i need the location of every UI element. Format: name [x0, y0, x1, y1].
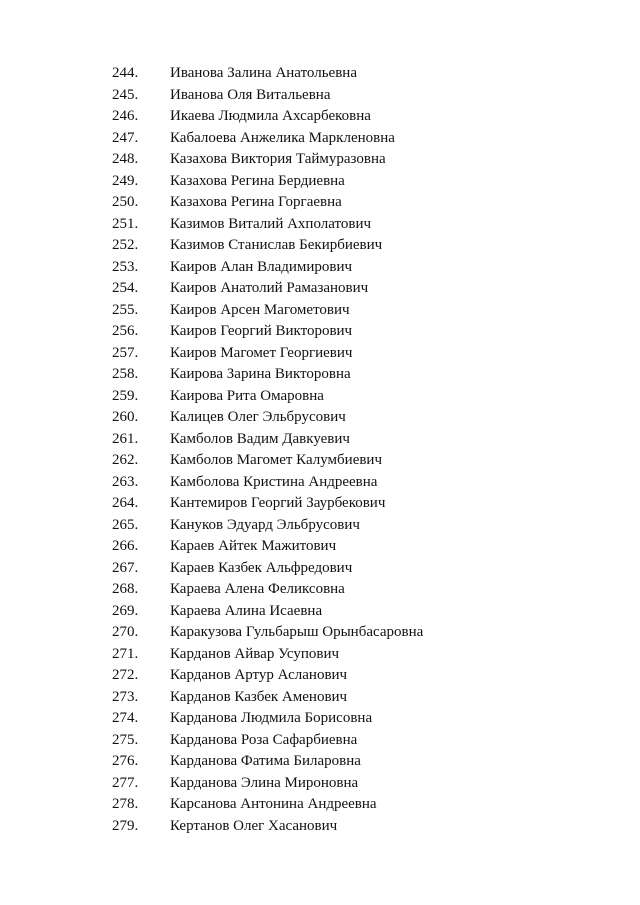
list-item [0, 214, 640, 236]
entry-number: 279. [112, 817, 139, 834]
entry-number: 262. [112, 452, 139, 468]
entry-number: 270. [112, 624, 139, 640]
list-item [0, 601, 640, 623]
entry-name: Казахова Регина Горгаевна [170, 194, 342, 210]
list-item [0, 794, 640, 816]
entry-name: Казимов Виталий Ахполатович [170, 215, 372, 232]
list-item [0, 450, 640, 472]
list-item [0, 536, 640, 558]
entry-number: 260. [112, 409, 139, 425]
entry-name: Кантемиров Георгий Заурбекович [170, 495, 386, 511]
entry-number: 257. [112, 344, 139, 361]
entry-name: Караева Алена Феликсовна [170, 581, 345, 597]
list-item [0, 192, 640, 214]
list-item [0, 579, 640, 601]
entry-name: Каиров Магомет Георгиевич [170, 344, 353, 361]
list-item [0, 515, 640, 537]
entry-name: Карданова Роза Сафарбиевна [170, 731, 358, 748]
list-item [0, 235, 640, 257]
entry-name: Казахова Регина Бердиевна [170, 172, 345, 189]
list-item [0, 816, 640, 838]
entry-number: 245. [112, 86, 139, 103]
entry-number: 267. [112, 559, 139, 576]
entry-number: 276. [112, 753, 139, 769]
entry-number: 255. [112, 301, 139, 318]
list-item [0, 171, 640, 193]
entry-name: Каиров Георгий Викторович [170, 323, 353, 339]
list-item [0, 472, 640, 494]
entry-number: 256. [112, 323, 139, 339]
entry-name: Каракузова Гульбарыш Орынбасаровна [170, 624, 424, 640]
entry-name: Карданова Людмила Борисовна [170, 710, 373, 726]
entry-number: 254. [112, 280, 139, 296]
list-item [0, 85, 640, 107]
entry-name: Казахова Виктория Таймуразовна [170, 151, 386, 167]
entry-name: Карданов Айвар Усупович [170, 645, 340, 662]
entry-name: Карданов Артур Асланович [170, 667, 348, 683]
list-item [0, 558, 640, 580]
list-item [0, 106, 640, 128]
list-item [0, 321, 640, 343]
entry-name: Каиров Арсен Магометович [170, 301, 350, 318]
entry-number: 263. [112, 473, 139, 490]
list-item [0, 773, 640, 795]
list-item [0, 278, 640, 300]
entry-name: Каиров Алан Владимирович [170, 258, 353, 275]
entry-number: 261. [112, 430, 139, 447]
entry-number: 266. [112, 538, 139, 554]
entry-number: 258. [112, 366, 139, 382]
entry-name: Каирова Рита Омаровна [170, 387, 324, 404]
entry-number: 253. [112, 258, 139, 275]
entry-name: Икаева Людмила Ахсарбековна [170, 108, 371, 124]
list-item [0, 730, 640, 752]
entry-number: 278. [112, 796, 139, 812]
list-item [0, 493, 640, 515]
list-item [0, 665, 640, 687]
entry-name: Карданов Казбек Аменович [170, 688, 348, 705]
entry-number: 269. [112, 602, 139, 619]
list-item [0, 257, 640, 279]
list-item [0, 149, 640, 171]
name-list [0, 63, 640, 837]
entry-name: Камболов Магомет Калумбиевич [170, 452, 382, 468]
list-item [0, 407, 640, 429]
entry-name: Карсанова Антонина Андреевна [170, 796, 377, 812]
entry-name: Каирова Зарина Викторовна [170, 366, 351, 382]
entry-name: Карданова Фатима Биларовна [170, 753, 361, 769]
list-item [0, 644, 640, 666]
entry-number: 265. [112, 516, 139, 533]
list-item [0, 622, 640, 644]
entry-number: 248. [112, 151, 139, 167]
list-item [0, 708, 640, 730]
entry-name: Калицев Олег Эльбрусович [170, 409, 346, 425]
entry-number: 271. [112, 645, 139, 662]
entry-number: 247. [112, 129, 139, 146]
entry-number: 264. [112, 495, 139, 511]
list-item [0, 300, 640, 322]
list-item [0, 386, 640, 408]
entry-name: Кабалоева Анжелика Маркленовна [170, 129, 395, 146]
entry-number: 250. [112, 194, 139, 210]
entry-number: 277. [112, 774, 139, 791]
entry-number: 273. [112, 688, 139, 705]
entry-number: 259. [112, 387, 139, 404]
entry-name: Караев Айтек Мажитович [170, 538, 337, 554]
entry-name: Иванова Оля Витальевна [170, 86, 331, 103]
list-item [0, 429, 640, 451]
list-item [0, 751, 640, 773]
entry-number: 244. [112, 65, 139, 81]
entry-name: Караев Казбек Альфредович [170, 559, 353, 576]
entry-name: Камболов Вадим Давкуевич [170, 430, 350, 447]
list-item [0, 343, 640, 365]
entry-number: 249. [112, 172, 139, 189]
list-item [0, 128, 640, 150]
entry-number: 272. [112, 667, 139, 683]
entry-number: 275. [112, 731, 139, 748]
list-item [0, 687, 640, 709]
entry-name: Караева Алина Исаевна [170, 602, 323, 619]
entry-name: Кануков Эдуард Эльбрусович [170, 516, 360, 533]
entry-name: Карданова Элина Мироновна [170, 774, 359, 791]
entry-name: Камболова Кристина Андреевна [170, 473, 378, 490]
entry-number: 274. [112, 710, 139, 726]
entry-number: 252. [112, 237, 139, 253]
list-item [0, 63, 640, 85]
entry-name: Казимов Станислав Бекирбиевич [170, 237, 383, 253]
entry-number: 268. [112, 581, 139, 597]
entry-number: 251. [112, 215, 139, 232]
entry-number: 246. [112, 108, 139, 124]
entry-name: Каиров Анатолий Рамазанович [170, 280, 369, 296]
entry-name: Кертанов Олег Хасанович [170, 817, 338, 834]
entry-name: Иванова Залина Анатольевна [170, 65, 357, 81]
list-item [0, 364, 640, 386]
